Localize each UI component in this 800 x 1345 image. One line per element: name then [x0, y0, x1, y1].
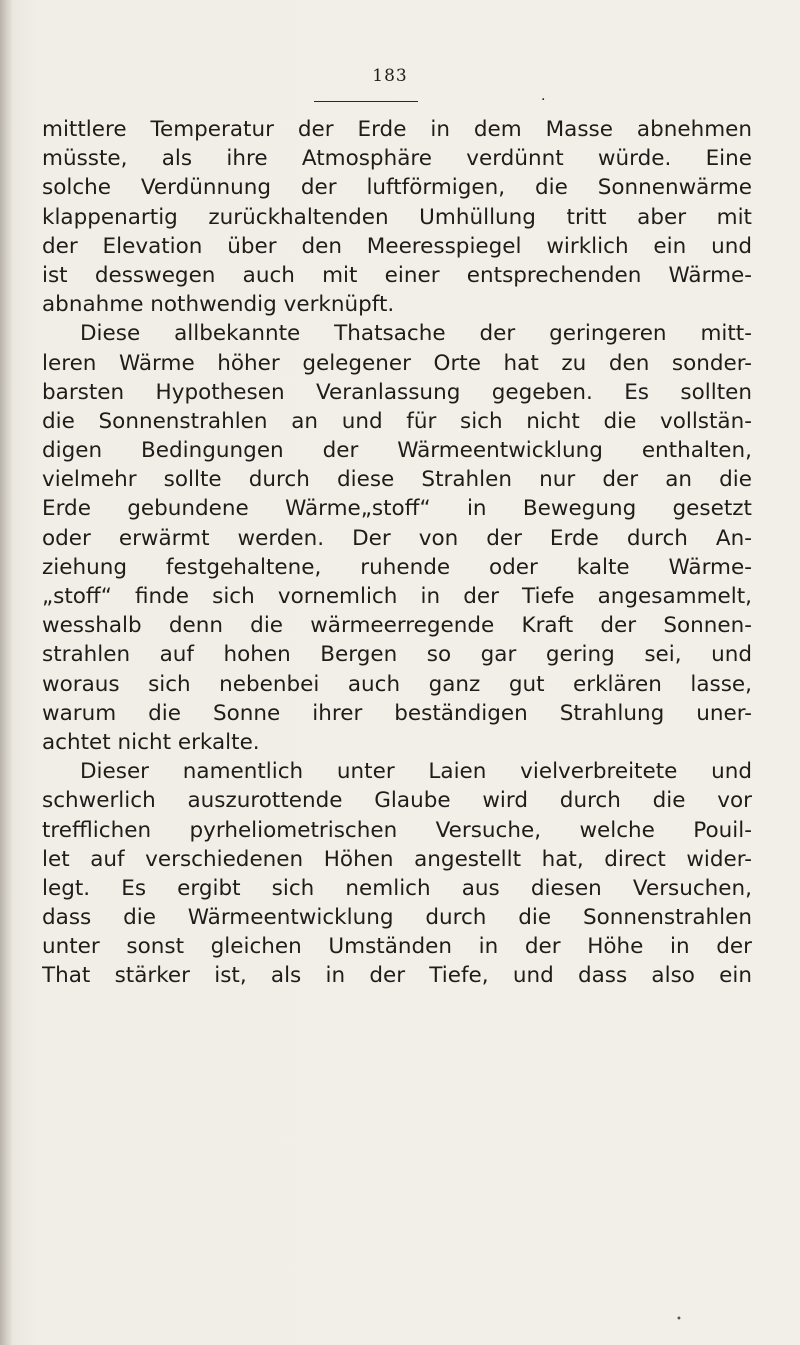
text-line: That stärker ist, als in der Tiefe, und dass also ein — [42, 963, 752, 989]
header-rule — [314, 101, 418, 102]
text-line: der Elevation über den Meeresspiegel wirklich ein und — [42, 233, 752, 259]
text-line: wesshalb denn die wärmeerregende Kraft der Sonnen- — [42, 613, 752, 639]
text-line: ist desswegen auch mit einer entsprechenden Wärme- — [42, 262, 752, 288]
binding-gutter — [0, 0, 12, 1345]
text-line: achtet nicht erkalte. — [42, 729, 260, 755]
text-line: vielmehr sollte durch diese Strahlen nur der an die — [42, 467, 752, 493]
text-line: schwerlich auszurottende Glaube wird durch die vor — [42, 788, 752, 814]
text-line: mittlere Temperatur der Erde in dem Masse abnehmen — [42, 117, 752, 142]
text-line: Erde gebundene Wärme„stoff“ in Bewegung gesetzt — [42, 496, 752, 522]
text-line: oder erwärmt werden. Der von der Erde durch An- — [42, 525, 752, 551]
text-line: Dieser namentlich unter Laien vielverbreitete und — [80, 759, 752, 785]
text-line: warum die Sonne ihrer beständigen Strahlung uner- — [42, 700, 752, 726]
text-line: barsten Hypothesen Veranlassung gegeben. Es sollten — [42, 379, 752, 405]
text-line: abnahme nothwendig verknüpft. — [42, 292, 395, 318]
header-dot: . — [541, 88, 546, 104]
body-text — [42, 115, 752, 991]
text-line: legt. Es ergibt sich nemlich aus diesen Versuchen, — [42, 875, 752, 901]
text-line: müsste, als ihre Atmosphäre verdünnt würde. Eine — [42, 146, 752, 172]
text-line: ziehung festgehaltene, ruhende oder kalte Wärme- — [42, 554, 752, 580]
text-line: let auf verschiedenen Höhen angestellt hat, direct wider- — [42, 846, 752, 872]
text-line: unter sonst gleichen Umständen in der Höhe in der — [42, 934, 752, 960]
text-line: leren Wärme höher gelegener Orte hat zu den sonder- — [42, 350, 752, 376]
text-line: solche Verdünnung der luftförmigen, die Sonnenwärme — [42, 175, 752, 201]
text-line: klappenartig zurückhaltenden Umhüllung tritt aber mit — [42, 204, 752, 230]
text-line: trefflichen pyrheliometrischen Versuche, welche Pouil- — [42, 817, 752, 843]
text-line: „stoff“ finde sich vornemlich in der Tiefe angesammelt, — [42, 584, 752, 609]
page-number: 183 — [372, 66, 408, 86]
bottom-mark: • — [676, 1314, 682, 1325]
text-line: Diese allbekannte Thatsache der geringeren mitt- — [80, 321, 752, 347]
text-line: woraus sich nebenbei auch ganz gut erklären lasse, — [42, 671, 752, 697]
text-line: dass die Wärmeentwicklung durch die Sonnenstrahlen — [42, 905, 752, 931]
text-line: die Sonnenstrahlen an und für sich nicht die vollstän- — [42, 408, 752, 434]
text-line: strahlen auf hohen Bergen so gar gering sei, und — [42, 642, 752, 668]
text-line: digen Bedingungen der Wärmeentwicklung enthalten, — [42, 438, 752, 464]
